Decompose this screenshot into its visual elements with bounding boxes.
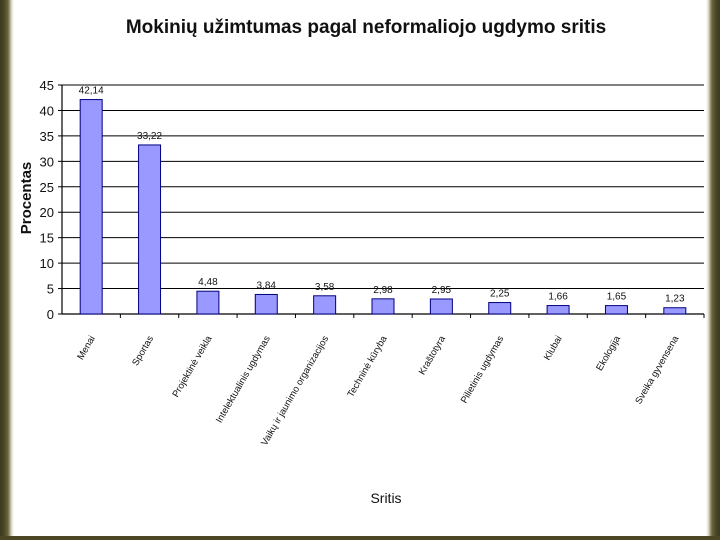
data-label: 2,98 bbox=[373, 284, 393, 296]
bar-chart bbox=[14, 0, 706, 536]
data-label: 2,25 bbox=[489, 288, 510, 300]
slide bbox=[14, 0, 706, 536]
data-label: 42,14 bbox=[78, 85, 104, 97]
data-label: 3,84 bbox=[256, 280, 277, 292]
y-tick-label: 30 bbox=[39, 154, 54, 170]
bar bbox=[430, 299, 452, 314]
data-labels bbox=[79, 86, 685, 305]
category-label: Sveika gyvensena bbox=[633, 334, 682, 407]
y-tick-label: 5 bbox=[46, 281, 54, 297]
bar bbox=[255, 294, 277, 314]
bar bbox=[314, 296, 336, 314]
category-labels bbox=[75, 333, 681, 447]
category-label: Techninė kūryba bbox=[345, 334, 390, 400]
category-label: Menai bbox=[75, 334, 98, 362]
y-tick-labels bbox=[40, 78, 54, 322]
category-label: Sportas bbox=[130, 334, 157, 368]
data-label: 1,23 bbox=[665, 293, 685, 305]
bar bbox=[80, 100, 102, 314]
bar bbox=[489, 303, 511, 314]
category-label: Projektinė veikla bbox=[170, 334, 215, 400]
y-tick-label: 15 bbox=[39, 230, 54, 246]
y-tick-label: 45 bbox=[39, 78, 54, 93]
data-label: 3,58 bbox=[314, 281, 335, 293]
chart-title: Mokinių užimtumas pagal neformaliojo ugdymo sritis bbox=[125, 17, 607, 38]
y-axis-label: Procentas bbox=[18, 161, 35, 235]
bars bbox=[80, 100, 686, 314]
data-label: 2,95 bbox=[431, 284, 452, 296]
data-label: 1,65 bbox=[606, 291, 627, 303]
category-label: Pilietinis ugdymas bbox=[458, 334, 507, 406]
bar bbox=[139, 145, 161, 314]
category-label: Intelektualinis ugdymas bbox=[213, 334, 273, 426]
y-tick-label: 0 bbox=[46, 307, 54, 322]
data-label: 4,48 bbox=[198, 277, 218, 289]
bar bbox=[547, 306, 569, 314]
category-label: Vaikų ir jaunimo organizacijos bbox=[259, 334, 332, 448]
y-tick-label: 25 bbox=[39, 179, 54, 195]
y-tick-label: 35 bbox=[39, 128, 54, 144]
data-label: 33,22 bbox=[137, 130, 163, 142]
category-label: Klubai bbox=[541, 334, 565, 363]
y-tick-label: 20 bbox=[39, 205, 54, 221]
data-label: 1,66 bbox=[548, 291, 568, 303]
bar bbox=[664, 308, 686, 314]
y-tick-label: 40 bbox=[39, 103, 54, 119]
category-label: Ekologija bbox=[594, 334, 624, 373]
bar bbox=[372, 299, 394, 314]
bar bbox=[605, 306, 627, 314]
x-axis-label: Sritis bbox=[370, 490, 402, 506]
bar bbox=[197, 291, 219, 314]
y-tick-label: 10 bbox=[39, 256, 54, 272]
category-label: Kraštotyra bbox=[416, 334, 448, 377]
slide-bottom-edge bbox=[0, 536, 720, 540]
